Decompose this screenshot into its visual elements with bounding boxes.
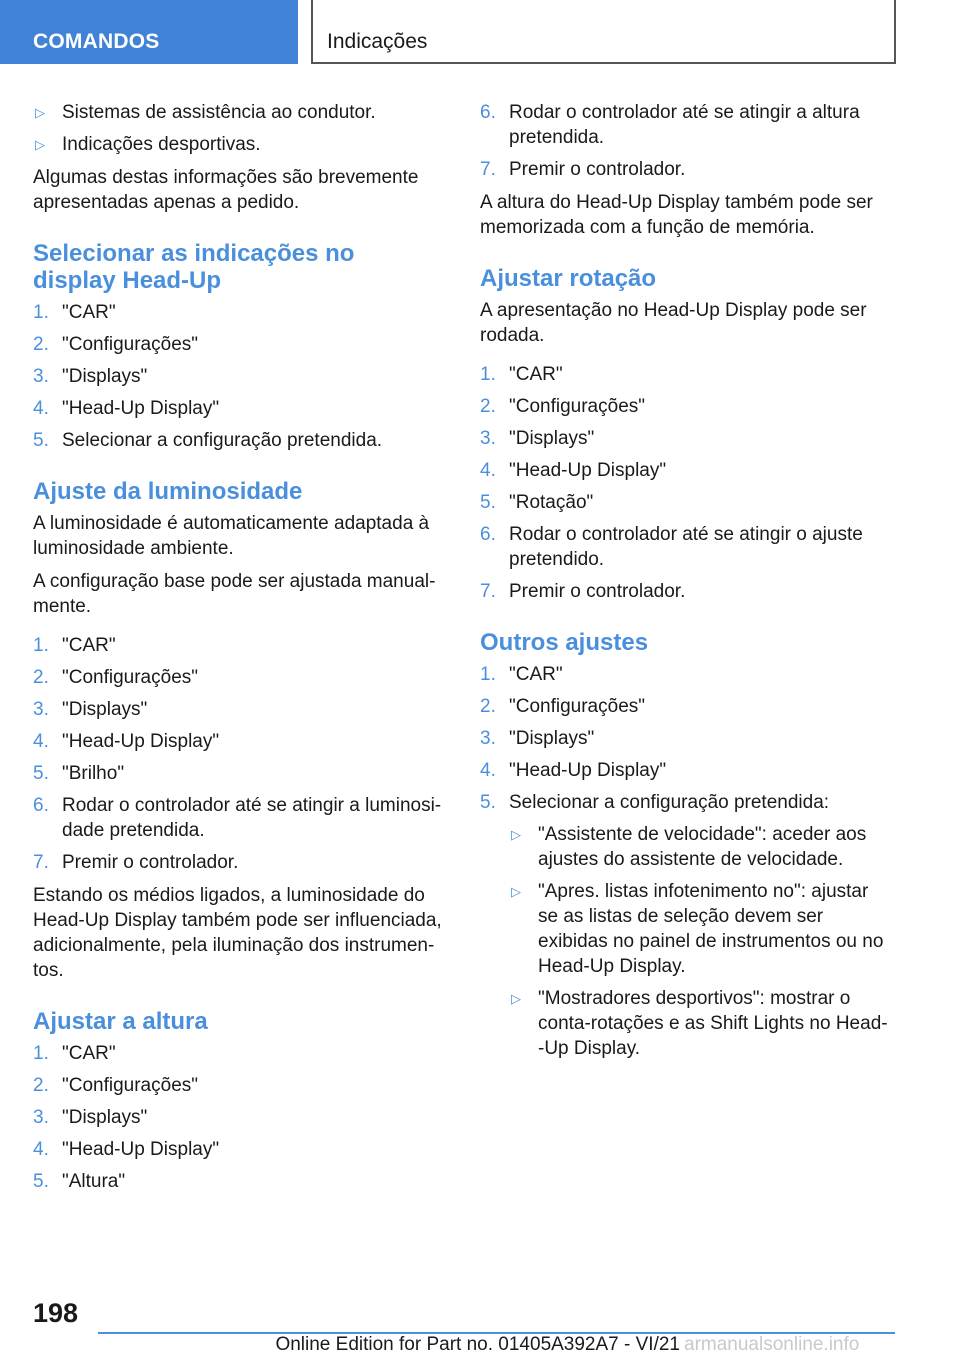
paragraph: A altura do Head-Up Display também pode ser memorizada com a função de memória. (480, 192, 873, 238)
step-number: 6. (480, 102, 496, 123)
list-item (480, 426, 890, 451)
step-text: "CAR" (62, 1043, 116, 1064)
right-column (480, 100, 890, 1061)
list-item (33, 729, 443, 754)
steps-list (480, 662, 890, 815)
list-item (33, 697, 443, 722)
step-text: "Configurações" (509, 696, 646, 717)
paragraph: A apresentação no Head-Up Display pode ser rodada. (480, 300, 867, 346)
heading-brightness: Ajuste da luminosidade (33, 478, 303, 505)
step-text: "Configurações" (62, 667, 199, 688)
step-text: Rodar o controlador até se atingir o ajuste pretendido. (509, 524, 863, 570)
step-number: 4. (33, 731, 49, 752)
list-item (480, 394, 890, 419)
step-number: 5. (480, 492, 496, 513)
step-number: 7. (480, 159, 496, 180)
step-number: 2. (33, 334, 49, 355)
heading-height: Ajustar a altura (33, 1008, 208, 1035)
step-number: 5. (480, 792, 496, 813)
step-text: "Configurações" (509, 396, 646, 417)
triangle-bullet-icon: ▷ (511, 827, 521, 842)
step-number: 1. (33, 302, 49, 323)
steps-list (480, 362, 890, 604)
step-text: "Displays" (62, 1107, 148, 1128)
left-column (33, 100, 443, 1194)
step-number: 5. (33, 763, 49, 784)
steps-list (33, 300, 443, 453)
step-number: 4. (480, 760, 496, 781)
sub-bullet-text: "Apres. listas infotenimento no": ajustar se as listas de seleção devem ser exibidas no painel de instrumentos ou no Head-Up Display. (538, 881, 884, 977)
list-item (33, 332, 443, 357)
sub-bullet-text: "Mostradores desportivos": mostrar o conta-rotações e as Shift Lights no Head--Up Display. (538, 988, 888, 1059)
step-text: "CAR" (62, 635, 116, 656)
step-text: Premir o controlador. (509, 159, 686, 180)
list-item (33, 1041, 443, 1066)
step-text: "Brilho" (62, 763, 125, 784)
step-text: Rodar o controlador até se atingir a luminosi-dade pretendida. (62, 795, 442, 841)
footer-edition: Online Edition for Part no. 01405A392A7 - VI/21 (275, 1334, 680, 1355)
list-item (480, 362, 890, 387)
step-text: "Displays" (509, 728, 595, 749)
sub-bullet-list (480, 822, 890, 1061)
step-number: 1. (33, 635, 49, 656)
triangle-bullet-icon: ▷ (35, 137, 45, 152)
step-text: "Head-Up Display" (62, 731, 220, 752)
step-text: Rodar o controlador até se atingir a altura pretendida. (509, 102, 860, 148)
list-item (480, 490, 890, 515)
step-text: Premir o controlador. (62, 852, 239, 873)
paragraph: A luminosidade é automaticamente adaptada à luminosidade ambiente. (33, 513, 430, 559)
heading-rotation: Ajustar rotação (480, 265, 657, 292)
step-number: 1. (480, 364, 496, 385)
step-number: 6. (33, 795, 49, 816)
step-number: 3. (480, 428, 496, 449)
step-text: "Displays" (509, 428, 595, 449)
step-text: Selecionar a configuração pretendida. (62, 430, 383, 451)
watermark-text: armanualsonline.info (684, 1334, 860, 1355)
step-number: 2. (480, 696, 496, 717)
list-item (480, 458, 890, 483)
heading-other-settings: Outros ajustes (480, 629, 649, 656)
triangle-bullet-icon: ▷ (511, 884, 521, 899)
step-number: 1. (480, 664, 496, 685)
paragraph: A configuração base pode ser ajustada manual-mente. (33, 571, 436, 617)
steps-list (480, 100, 890, 182)
sub-bullet-item (480, 822, 890, 872)
step-text: "CAR" (509, 664, 563, 685)
step-number: 7. (33, 852, 49, 873)
step-number: 1. (33, 1043, 49, 1064)
page-number: 198 (33, 1298, 79, 1328)
triangle-bullet-icon: ▷ (35, 105, 45, 120)
list-item (480, 157, 890, 182)
list-item (33, 428, 443, 453)
step-text: "Head-Up Display" (509, 760, 667, 781)
step-text: "CAR" (62, 302, 116, 323)
list-item (33, 364, 443, 389)
step-text: "CAR" (509, 364, 563, 385)
step-number: 5. (33, 1171, 49, 1192)
triangle-bullet-icon: ▷ (511, 991, 521, 1006)
step-number: 3. (480, 728, 496, 749)
sub-bullet-text: "Assistente de velocidade": aceder aos ajustes do assistente de velocidade. (538, 824, 867, 870)
list-item (33, 1169, 443, 1194)
list-item (33, 793, 443, 843)
list-item (33, 396, 443, 421)
bullet-item: ▷ Sistemas de assistência ao condutor. (35, 102, 376, 123)
step-number: 7. (480, 581, 496, 602)
list-item (480, 662, 890, 687)
step-text: "Displays" (62, 366, 148, 387)
list-item (33, 665, 443, 690)
list-item (33, 761, 443, 786)
heading-select-displays: Selecionar as indicações no display Head-Up (33, 240, 355, 294)
steps-list (33, 1041, 443, 1194)
section-title: Indicações (311, 0, 896, 64)
list-item (33, 633, 443, 658)
bullet-item: ▷ Indicações desportivas. (35, 134, 261, 155)
list-item (480, 726, 890, 751)
step-number: 2. (33, 667, 49, 688)
sub-bullet-item (480, 986, 890, 1061)
list-item (480, 790, 890, 815)
step-text: Premir o controlador. (509, 581, 686, 602)
list-item (33, 300, 443, 325)
step-text: "Configurações" (62, 1075, 199, 1096)
list-item (480, 522, 890, 572)
list-item (480, 100, 890, 150)
paragraph: Algumas destas informações são brevemente apresentadas apenas a pedido. (33, 167, 419, 213)
list-item (33, 1105, 443, 1130)
list-item (33, 1073, 443, 1098)
list-item (480, 579, 890, 604)
list-item (33, 1137, 443, 1162)
step-text: "Configurações" (62, 334, 199, 355)
step-text: "Altura" (62, 1171, 126, 1192)
steps-list (33, 633, 443, 875)
step-number: 4. (33, 1139, 49, 1160)
step-text: "Head-Up Display" (62, 398, 220, 419)
step-number: 2. (480, 396, 496, 417)
step-text: "Head-Up Display" (509, 460, 667, 481)
step-number: 5. (33, 430, 49, 451)
step-text: "Rotação" (509, 492, 594, 513)
step-text: "Head-Up Display" (62, 1139, 220, 1160)
step-text: "Displays" (62, 699, 148, 720)
chapter-tab: COMANDOS (0, 0, 298, 64)
list-item (480, 694, 890, 719)
step-number: 3. (33, 366, 49, 387)
step-text: Selecionar a configuração pretendida: (509, 792, 830, 813)
step-number: 4. (480, 460, 496, 481)
list-item (33, 850, 443, 875)
step-number: 3. (33, 1107, 49, 1128)
step-number: 3. (33, 699, 49, 720)
list-item (480, 758, 890, 783)
paragraph: Estando os médios ligados, a luminosidade do Head-Up Display também pode ser influenciada, adicionalmente, pela iluminação dos instrumen-tos. (33, 885, 442, 981)
step-number: 2. (33, 1075, 49, 1096)
sub-bullet-item (480, 879, 890, 979)
step-number: 4. (33, 398, 49, 419)
step-number: 6. (480, 524, 496, 545)
